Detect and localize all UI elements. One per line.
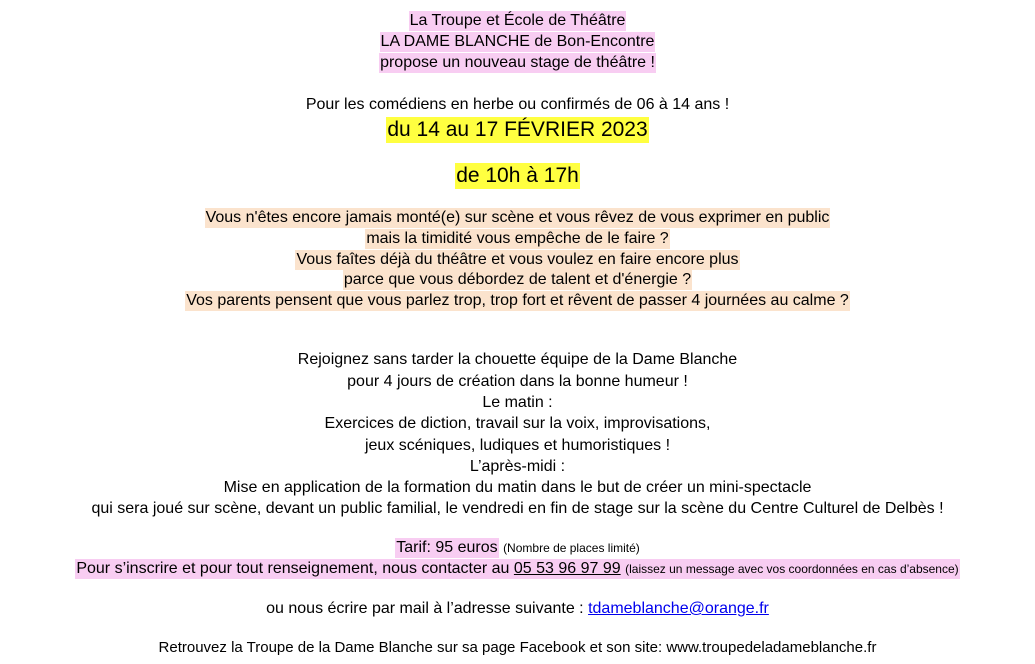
header-line-1 [0, 11, 1035, 31]
program-line: pour 4 jours de création dans la bonne humeur ! [347, 373, 688, 390]
dates-line [0, 117, 1035, 143]
phone-link[interactable]: 05 53 96 97 99 [513, 560, 621, 577]
program-line: Rejoignez sans tarder la chouette équipe de la Dame Blanche [297, 351, 738, 368]
stage-hours: de 10h à 17h [456, 164, 579, 187]
hours-line [0, 163, 1035, 189]
footer-text: Retrouvez la Troupe de la Dame Blanche sur sa page Facebook et son site: www.troupedeladameblanche.fr [158, 639, 877, 656]
question-text: parce que vous débordez de talent et d'énergie ? [343, 271, 692, 288]
question-text: Vous n'êtes encore jamais monté(e) sur scène et vous rêvez de vous exprimer en public [205, 209, 830, 226]
program-line: qui sera joué sur scène, devant un public familial, le vendredi en fin de stage sur la scène du Centre Culturel de Delbès ! [91, 500, 944, 517]
stage-dates: du 14 au 17 FÉVRIER 2023 [387, 118, 648, 141]
places-note: (Nombre de places limité) [503, 541, 640, 555]
absence-note: (laissez un message avec vos coordonnées en cas d’absence) [625, 562, 959, 576]
header-line-2 [0, 32, 1035, 52]
program-heading-morning: Le matin : [482, 394, 553, 411]
question-line [0, 270, 1035, 290]
question-line [0, 229, 1035, 249]
question-text: Vos parents pensent que vous parlez trop, trop fort et rêvent de passer 4 journées au calme ? [186, 292, 849, 309]
contact-text: Pour s’inscrire et pour tout renseignement, nous contacter au [76, 560, 510, 577]
stage-announcement: propose un nouveau stage de théâtre ! [380, 54, 655, 71]
troupe-name: LA DAME BLANCHE de Bon-Encontre [380, 33, 655, 50]
audience-text: Pour les comédiens en herbe ou confirmés de 06 à 14 ans ! [305, 96, 730, 113]
tarif-text: Tarif: 95 euros [396, 539, 498, 556]
program-heading-afternoon: L’après-midi : [469, 458, 566, 475]
header-title: La Troupe et École de Théâtre [409, 12, 626, 29]
contact-line [0, 559, 1035, 579]
question-text: mais la timidité vous empêche de le faire ? [366, 230, 669, 247]
pricing-line [0, 538, 1035, 558]
question-text: Vous faîtes déjà du théâtre et vous voulez en faire encore plus [296, 251, 739, 268]
mail-text: ou nous écrire par mail à l’adresse suivante : [266, 600, 584, 617]
program-line: jeux scéniques, ludiques et humoristiques ! [364, 437, 671, 454]
contact-highlight [75, 559, 959, 579]
program-line: Mise en application de la formation du matin dans le but de créer un mini-spectacle [223, 479, 812, 496]
header-line-3 [0, 53, 1035, 73]
mail-line [0, 599, 1035, 619]
question-line [0, 291, 1035, 311]
question-line [0, 250, 1035, 270]
email-link[interactable]: tdameblanche@orange.fr [588, 600, 769, 617]
program-line: Exercices de diction, travail sur la voix, improvisations, [324, 415, 711, 432]
question-line [0, 208, 1035, 228]
